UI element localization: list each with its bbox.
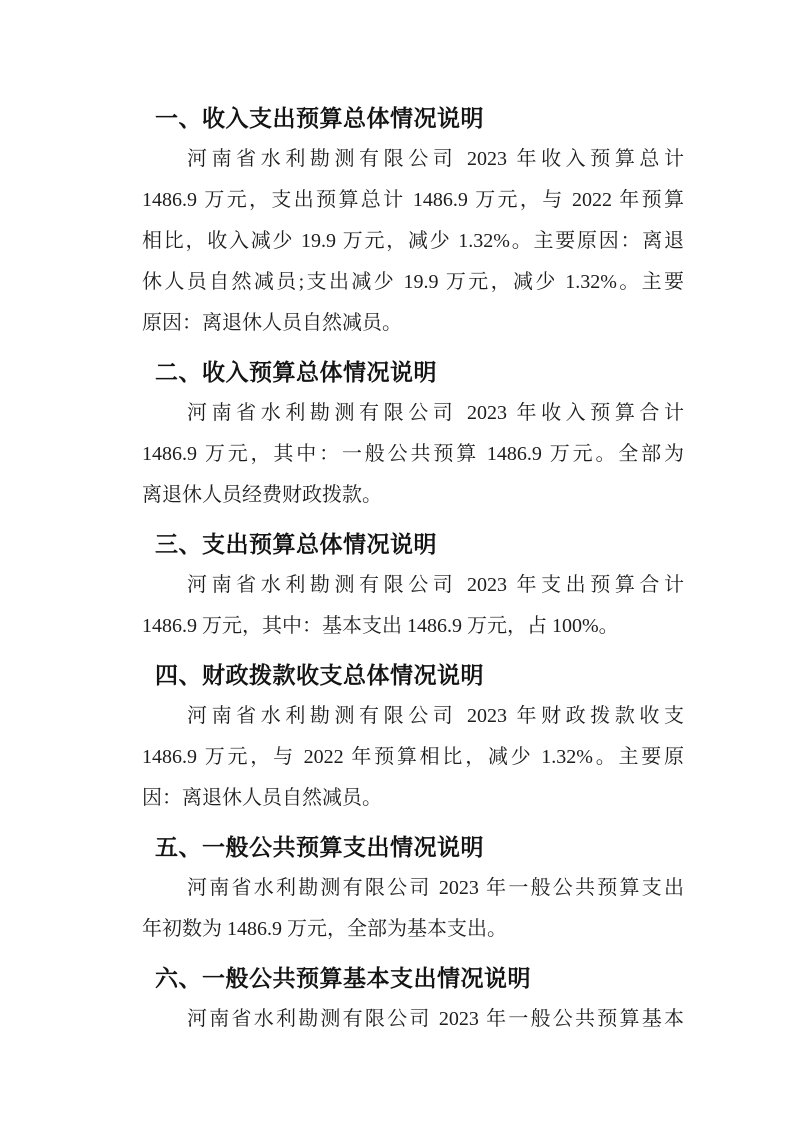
- text-line: 河南省水利勘测有限公司 2023 年财政拨款收支: [187, 705, 684, 727]
- text-line: 因：离退休人员自然减员。: [142, 787, 382, 809]
- section-paragraph: [142, 565, 684, 647]
- text-line: 休人员自然减员;支出减少 19.9 万元，减少 1.32%。主要: [142, 271, 684, 293]
- section-paragraph: [142, 999, 684, 1040]
- budget-section: [142, 827, 684, 950]
- text-line: 1486.9 万元，其中：一般公共预算 1486.9 万元。全部为: [142, 443, 684, 465]
- text-line: 1486.9 万元，与 2022 年预算相比，减少 1.32%。主要原: [142, 746, 684, 768]
- section-paragraph: [142, 868, 684, 950]
- budget-section: [142, 98, 684, 344]
- budget-section: [142, 958, 684, 1040]
- text-line: 河南省水利勘测有限公司 2023 年支出预算合计: [187, 574, 684, 596]
- section-paragraph: [142, 139, 684, 344]
- text-line: 原因：离退休人员自然减员。: [142, 312, 402, 334]
- section-heading: 三、支出预算总体情况说明: [155, 531, 437, 557]
- text-line: 相比，收入减少 19.9 万元，减少 1.32%。主要原因：离退: [142, 230, 684, 252]
- text-line: 1486.9 万元，支出预算总计 1486.9 万元，与 2022 年预算: [142, 189, 684, 211]
- budget-section: [142, 655, 684, 819]
- section-heading: 五、一般公共预算支出情况说明: [155, 834, 484, 860]
- section-paragraph: [142, 696, 684, 819]
- text-line: 1486.9 万元，其中：基本支出 1486.9 万元，占 100%。: [142, 615, 619, 637]
- text-line: 河南省水利勘测有限公司 2023 年一般公共预算支出: [187, 877, 684, 899]
- budget-section: [142, 524, 684, 647]
- section-heading: 六、一般公共预算基本支出情况说明: [155, 965, 531, 991]
- section-paragraph: [142, 393, 684, 516]
- text-line: 河南省水利勘测有限公司 2023 年收入预算合计: [187, 402, 684, 424]
- text-line: 年初数为 1486.9 万元，全部为基本支出。: [142, 918, 507, 940]
- section-heading: 四、财政拨款收支总体情况说明: [155, 662, 484, 688]
- text-line: 河南省水利勘测有限公司 2023 年收入预算总计: [187, 148, 684, 170]
- section-heading: 二、收入预算总体情况说明: [155, 359, 437, 385]
- text-line: 离退休人员经费财政拨款。: [142, 484, 382, 506]
- document-content: [142, 90, 684, 1040]
- budget-section: [142, 352, 684, 516]
- section-heading: 一、收入支出预算总体情况说明: [155, 105, 484, 131]
- text-line: 河南省水利勘测有限公司 2023 年一般公共预算基本: [187, 1008, 684, 1030]
